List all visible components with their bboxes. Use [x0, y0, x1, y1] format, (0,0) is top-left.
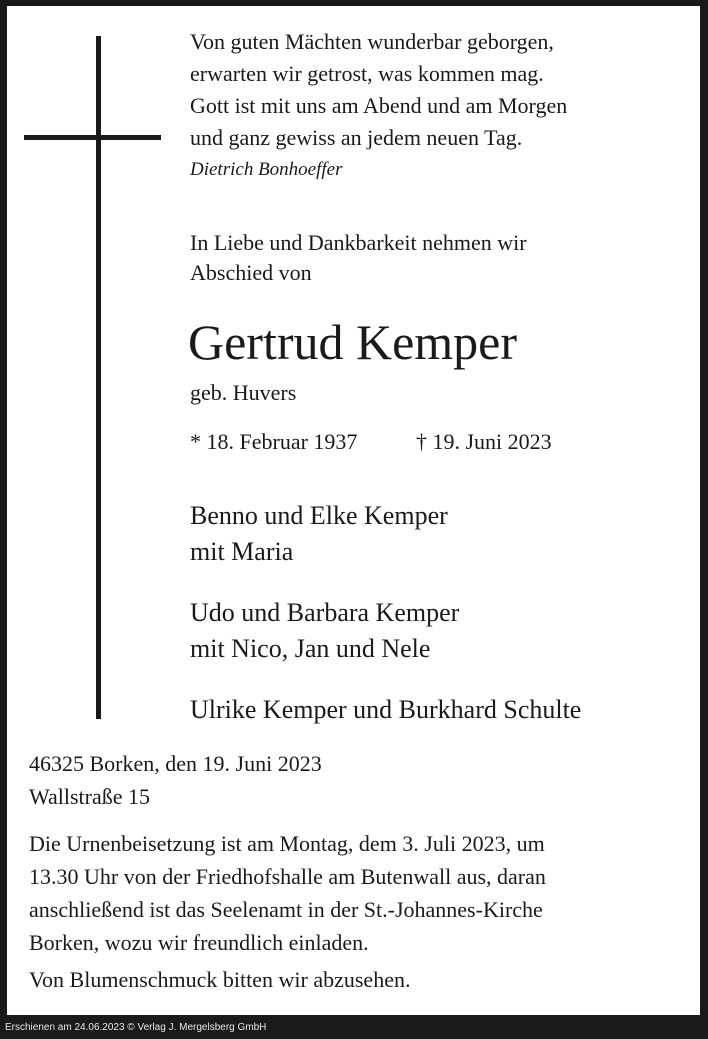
intro-line: In Liebe und Dankbarkeit nehmen wir — [190, 230, 527, 255]
family-group — [190, 692, 581, 728]
flowers-note: Von Blumenschmuck bitten wir abzusehen. — [29, 967, 411, 992]
family-names: Benno und Elke Kemper — [190, 501, 448, 530]
family-children: mit Maria — [190, 537, 294, 566]
family-names: Ulrike Kemper und Burkhard Schulte — [190, 695, 582, 724]
family-names: Udo und Barbara Kemper — [190, 598, 460, 627]
farewell-intro — [190, 228, 527, 288]
death-date: † 19. Juni 2023 — [416, 429, 552, 454]
poem — [190, 26, 567, 154]
obituary-card — [7, 6, 700, 1015]
intro-line: Abschied von — [190, 260, 312, 285]
details-line: anschließend ist das Seelenamt in der St.-Johannes-Kirche — [29, 897, 543, 922]
poem-author: Dietrich Bonhoeffer — [190, 159, 343, 180]
street-address: Wallstraße 15 — [29, 784, 151, 809]
family-group — [190, 498, 448, 570]
publication-footer: Erschienen am 24.06.2023 © Verlag J. Mergelsberg GmbH — [5, 1022, 267, 1033]
details-line: Die Urnenbeisetzung ist am Montag, dem 3. Juli 2023, um — [29, 831, 545, 856]
poem-line: Gott ist mit uns am Abend und am Morgen — [190, 93, 568, 118]
details-line: 13.30 Uhr von der Friedhofshalle am Butenwall aus, daran — [29, 864, 546, 889]
poem-line: Von guten Mächten wunderbar geborgen, — [190, 29, 554, 54]
deceased-name: Gertrud Kemper — [188, 314, 518, 370]
cross-icon-horizontal — [24, 135, 161, 140]
family-children: mit Nico, Jan und Nele — [190, 634, 431, 663]
city-date: 46325 Borken, den 19. Juni 2023 — [29, 751, 322, 776]
birth-name: geb. Huvers — [190, 380, 297, 405]
birth-date: * 18. Februar 1937 — [190, 429, 358, 454]
poem-line: erwarten wir getrost, was kommen mag. — [190, 61, 544, 86]
details-line: Borken, wozu wir freundlich einladen. — [29, 930, 369, 955]
family-group — [190, 595, 459, 667]
poem-line: und ganz gewiss an jedem neuen Tag. — [190, 125, 523, 150]
place-and-date — [29, 747, 322, 813]
funeral-details — [29, 827, 546, 959]
